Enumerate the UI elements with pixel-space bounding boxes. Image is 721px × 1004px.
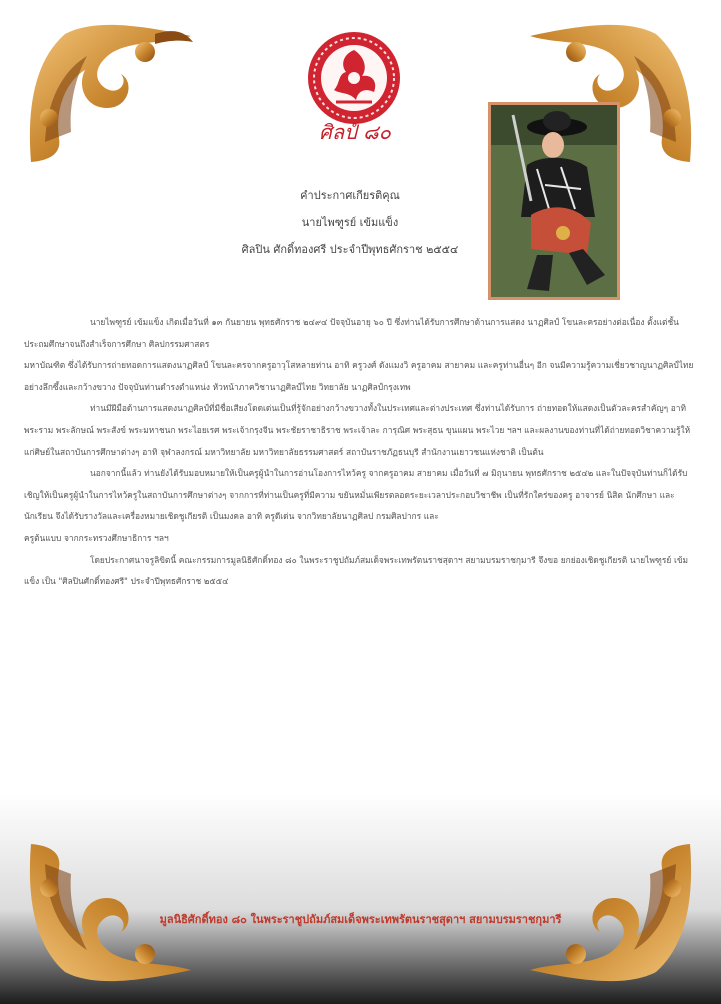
foundation-footer: มูลนิธิศักดิ์ทอง ๘๐ ในพระราชูปถัมภ์สมเด็จพระเทพรัตนราชสุดาฯ สยามบรมราชกุมารี <box>159 913 562 926</box>
portrait-figure-icon <box>491 105 617 297</box>
seal-caption: ศิลป์ ๘๐ <box>319 120 391 144</box>
certificate-heading <box>200 182 500 263</box>
citation-paragraph: ครูต้นแบบ จากกระทรวงศึกษาธิการ ฯลฯ <box>24 532 169 543</box>
heading-award: ศิลปิน ศักดิ์ทองศรี ประจำปีพุทธศักราช ๒๕๕๔ <box>241 243 459 256</box>
citation-paragraph: มหาบัณฑิต ซึ่งได้รับการถ่ายทอดการแสดงนาฏศิลป์ โขนละครจากครูอาวุโสหลายท่าน อาทิ ครูวงศ์ ดังแมงวิ ครูอาคม สายาคม และครูท่านอื่นๆ อีก จนมีความรู้ความเชี่ยวชาญนาฏศิลป์ไทยอย่างลึกซึ้งและกว้างขวาง ปัจจุบันท่านดำรงตำแหน่ง หัวหน้าภาควิชานาฏศิลป์ไทย วิทยาลัย นาฏศิลป์กรุงเทพ <box>24 360 694 392</box>
gold-corner-ornament-icon <box>526 834 696 984</box>
heading-recipient-name: นายไพฑูรย์ เข้มแข็ง <box>301 216 399 229</box>
heading-title: คำประกาศเกียรติคุณ <box>300 189 400 202</box>
gold-corner-ornament-icon <box>25 22 195 172</box>
citation-paragraph: โดยประกาศนาจรูลิขิตนี้ คณะกรรมการมูลนิธิศักดิ์ทอง ๘๐ ในพระราชูปถัมภ์สมเด็จพระเทพรัตนราชสุดาฯ สยามบรมราชกุมารี จึงขอ ยกย่องเชิดชูเกียรติ นายไพฑูรย์ เข้มแข็ง เป็น "ศิลปินศักดิ์ทองศรี" ประจำปีพุทธศักราช ๒๕๕๔ <box>24 554 689 587</box>
gold-corner-ornament-icon <box>25 834 195 984</box>
artist-portrait-photo <box>488 102 620 300</box>
citation-paragraph: ท่านมีฝีมือด้านการแสดงนาฏศิลป์ที่มีชื่อเสียงโดดเด่นเป็นที่รู้จักอย่างกว้างขวางทั้งในประเทศและต่างประเทศ ซึ่งท่านได้รับการ ถ่ายทอดให้แสดงเป็นตัวละครสำคัญๆ อาทิ พระราม พระลักษณ์ พระสังข์ พระมหาชนก พระไอยเรศ พระเจ้ากรุงจีน พระชัยราชาธิราช พระเจ้าละ การุณิศ พระสุธน ขุนแผน พระไวย ฯลฯ และผลงานของท่านที่ได้ถ่ายทอดวิชาความรู้ให้แก่ศิษย์ในสถาบันการศึกษาต่างๆ อาทิ จุฬาลงกรณ์ มหาวิทยาลัย มหาวิทยาลัยธรรมศาสตร์ สถาบันราชภัฏธนบุรี สำนักงานเยาวชนแห่งชาติ เป็นต้น <box>24 403 691 457</box>
citation-body <box>24 312 696 593</box>
citation-paragraph: นายไพฑูรย์ เข้มแข็ง เกิดเมื่อวันที่ ๑๓ กันยายน พุทธศักราช ๒๔๙๔ ปัจจุบันอายุ ๖๐ ปี ซึ่งท่านได้รับการศึกษาด้านการแสดง นาฏศิลป์ โขนละครอย่างต่อเนื่อง ตั้งแต่ชั้นประถมศึกษาจนถึงสำเร็จการศึกษา ศิลปกรรมศาสตร <box>24 317 679 349</box>
citation-paragraph: นอกจากนี้แล้ว ท่านยังได้รับมอบหมายให้เป็นครูผู้นำในการอ่านโองการไหว้ครู จากครูอาคม สายาคม เมื่อวันที่ ๗ มิถุนายน พุทธศักราช ๒๕๔๒ และในปัจจุบันท่านก็ได้รับเชิญให้เป็นครูผู้นำในการไหว้ครูในสถาบันการศึกษาต่างๆ จากการที่ท่านเป็นครูที่มีความ ขยันหมั่นเพียรตลอดระยะเวลาประกอบวิชาชีพ เป็นที่รักใคร่ของครู อาจารย์ นิสิต นักศึกษา และนักเรียน จึงได้รับรางวัลและเครื่องหมายเชิดชูเกียรติ เป็นมงคล อาทิ ครูดีเด่น จากวิทยาลัยนาฏศิลป กรมศิลปากร และ <box>24 468 688 522</box>
foundation-seal-icon <box>306 30 402 126</box>
